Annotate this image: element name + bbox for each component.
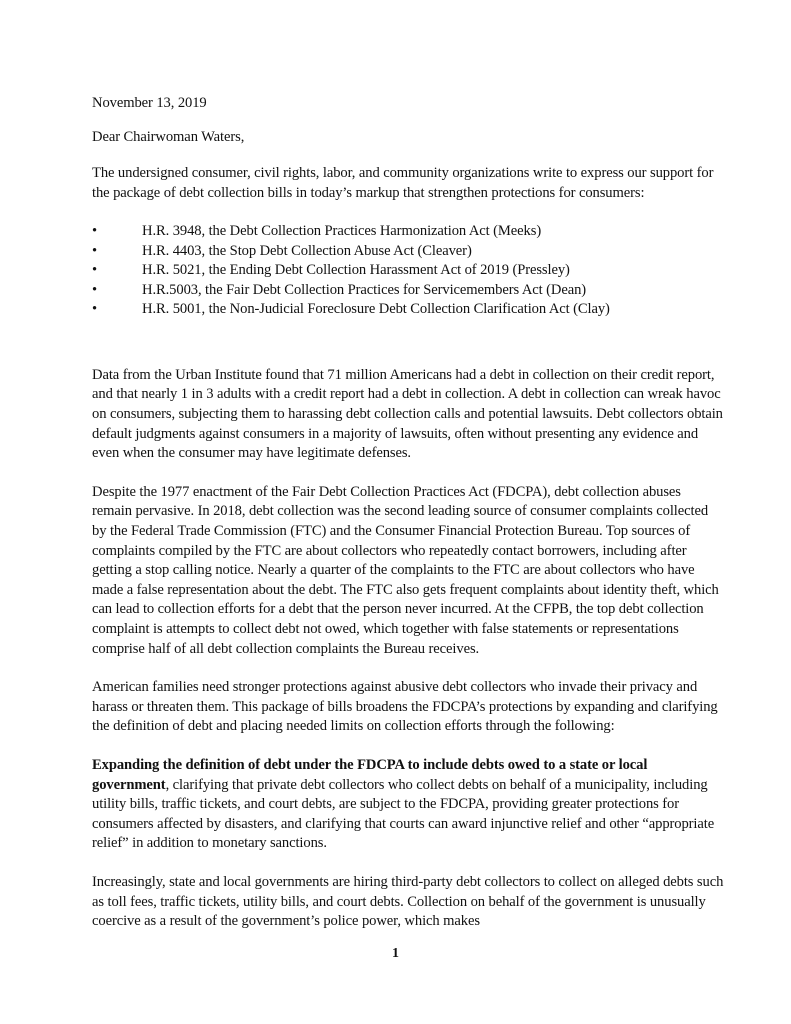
urban-institute-paragraph: Data from the Urban Institute found that 71 million Americans had a debt in collection on their credit report, and that nearly 1 in 3 adults with a credit report had a debt in collection. A debt in collection can wreak havoc on consumers, subjecting them to harassing debt collection calls and potential lawsuits. Debt collectors obtain default judgments against consumers in a majority of lawsuits, often without presenting any evidence and even when the consumer may have legitimate defenses. xyxy=(92,366,723,462)
families-paragraph: American families need stronger protections against abusive debt collectors who invade their privacy and harass or threaten them. This package of bills broadens the FDCPA’s protections by expanding and clarifying the definition of debt and placing needed limits on collection efforts through the following: xyxy=(92,679,718,735)
bill-text: H.R. 5001, the Non-Judicial Foreclosure Debt Collection Clarification Act (Clay) xyxy=(142,301,610,318)
intro-paragraph: The undersigned consumer, civil rights, labor, and community organizations write to express our support for the package of debt collection bills in today’s markup that strengthen protections for consumers: xyxy=(92,165,714,201)
list-item xyxy=(92,300,724,320)
bullet-icon: • xyxy=(92,223,98,240)
bill-text: H.R.5003, the Fair Debt Collection Practices for Servicemembers Act (Dean) xyxy=(142,281,587,298)
bill-text: H.R. 3948, the Debt Collection Practices Harmonization Act (Meeks) xyxy=(142,223,542,240)
bill-text: H.R. 4403, the Stop Debt Collection Abuse Act (Cleaver) xyxy=(142,242,472,259)
letter-body xyxy=(92,94,724,951)
bullet-icon: • xyxy=(92,242,98,259)
increasingly-paragraph: Increasingly, state and local governments are hiring third-party debt collectors to collect on alleged debts such as toll fees, traffic tickets, utility bills, and court debts. Collection on behalf of the government is unusually coercive as a result of the government’s police power, which makes xyxy=(92,873,724,930)
list-item xyxy=(92,261,724,281)
expanding-definition-body: , clarifying that private debt collectors who collect debts on behalf of a municipality, including utility bills, traffic tickets, and court debts, are subject to the FDCPA, providing greater protections for consumers affected by disasters, and clarifying that courts can award injunctive relief and other “appropriate relief” in addition to monetary sanctions. xyxy=(92,776,715,852)
bill-list xyxy=(92,222,724,320)
list-item xyxy=(92,281,724,301)
expanding-definition-heading: Expanding the definition of debt under the FDCPA to include debts owed to a state or local government xyxy=(92,756,648,793)
page-number: 1 xyxy=(392,946,399,961)
salutation: Dear Chairwoman Waters, xyxy=(92,128,245,145)
bullet-icon: • xyxy=(92,281,98,298)
bullet-icon: • xyxy=(92,301,98,318)
list-item xyxy=(92,222,724,242)
letter-date: November 13, 2019 xyxy=(92,95,207,111)
expanding-definition-paragraph xyxy=(92,756,724,854)
fdcpa-paragraph: Despite the 1977 enactment of the Fair Debt Collection Practices Act (FDCPA), debt collection abuses remain pervasive. In 2018, debt collection was the second leading source of consumer complaints collected by the Federal Trade Commission (FTC) and the Consumer Financial Protection Bureau. Top sources of complaints compiled by the FTC are about collectors who repeatedly contact borrowers, including after getting a stop calling notice. Nearly a quarter of the complaints to the FTC are about collectors who have made a false representation about the debt. The FTC also gets frequent complaints about identity theft, which can lead to collection efforts for a debt that the person never incurred. At the CFPB, the top debt collection complaint is attempts to collect debt not owed, which together with false statements or representations comprise half of all debt collection complaints the Bureau receives. xyxy=(92,483,719,657)
list-item xyxy=(92,242,724,262)
bullet-icon: • xyxy=(92,262,98,279)
bill-text: H.R. 5021, the Ending Debt Collection Harassment Act of 2019 (Pressley) xyxy=(142,262,570,279)
